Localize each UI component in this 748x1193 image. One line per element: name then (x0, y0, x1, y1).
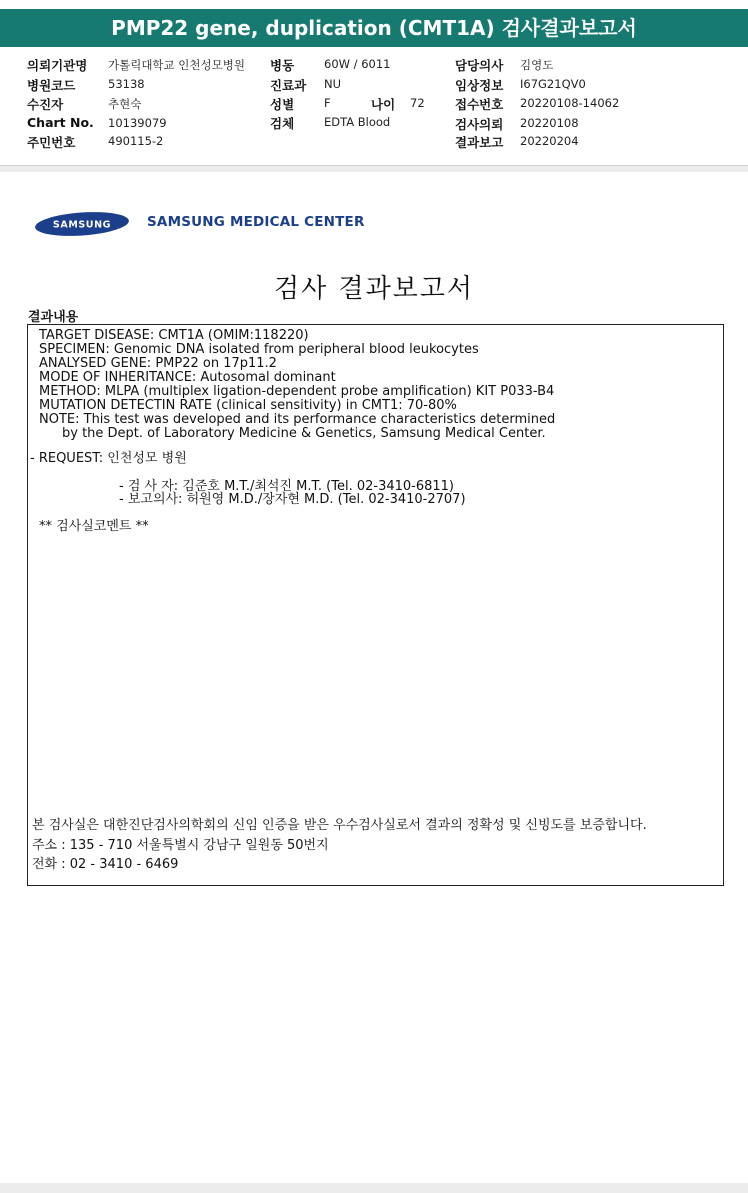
hospital-code-label: 병원코드 (27, 78, 76, 93)
address-line: 주소 : 135 - 710 서울특별시 강남구 일원동 50번지 (32, 838, 329, 853)
phone-line: 전화 : 02 - 3410 - 6469 (32, 857, 179, 872)
medical-center-name: SAMSUNG MEDICAL CENTER (147, 214, 365, 230)
requesting-institution-label: 의뢰기관명 (27, 58, 88, 73)
department-label: 진료과 (270, 78, 307, 93)
patient-info-header (0, 47, 748, 166)
age-label: 나이 (371, 97, 396, 112)
reporter-line: - 보고의사: 허원영 M.D./장자현 M.D. (Tel. 02-3410-2707) (119, 492, 466, 507)
age-value: 72 (410, 96, 425, 110)
accession-number-value: 20220108-14062 (520, 96, 620, 110)
result-line-target-disease: TARGET DISEASE: CMT1A (OMIM:118220) (39, 328, 309, 343)
examiner-line: - 검 사 자: 김준호 M.T./최석진 M.T. (Tel. 02-3410-6811) (119, 479, 454, 494)
ward-value: 60W / 6011 (324, 57, 391, 71)
chart-no-label: Chart No. (27, 115, 94, 130)
report-title: PMP22 gene, duplication (CMT1A) 검사결과보고서 (111, 16, 637, 40)
result-line-method: METHOD: MLPA (multiplex ligation-dependent probe amplification) KIT P033-B4 (39, 384, 555, 399)
lab-comment-heading: ** 검사실코멘트 ** (39, 519, 149, 534)
physician-value: 김영도 (520, 58, 554, 72)
results-box (27, 324, 724, 886)
specimen-label: 검체 (270, 116, 295, 131)
document-title: 검사 결과보고서 (273, 274, 475, 304)
specimen-value: EDTA Blood (324, 115, 391, 129)
request-date-label: 검사의뢰 (455, 117, 504, 132)
result-line-note: NOTE: This test was developed and its performance characteristics determined (39, 412, 556, 427)
result-line-note-continued: by the Dept. of Laboratory Medicine & Genetics, Samsung Medical Center. (62, 426, 546, 441)
accession-number-label: 접수번호 (455, 97, 504, 112)
certification-note: 본 검사실은 대한진단검사의학회의 신임 인증을 받은 우수검사실로서 결과의 정확성 및 신빙도를 보증합니다. (32, 818, 647, 833)
sex-label: 성별 (270, 97, 295, 112)
request-line: - REQUEST: 인천성모 병원 (30, 451, 187, 466)
patient-name-label: 수진자 (27, 97, 64, 112)
clinical-info-value: I67G21QV0 (520, 77, 586, 91)
header-divider (0, 166, 748, 172)
report-date-label: 결과보고 (455, 135, 504, 150)
clinical-info-label: 임상정보 (455, 78, 504, 93)
department-value: NU (324, 77, 342, 91)
results-section-label: 결과내용 (28, 310, 79, 325)
result-line-specimen: SPECIMEN: Genomic DNA isolated from peripheral blood leukocytes (39, 342, 479, 357)
result-line-inheritance: MODE OF INHERITANCE: Autosomal dominant (39, 370, 336, 385)
report-date-value: 20220204 (520, 134, 579, 148)
patient-name-value: 추현숙 (108, 97, 142, 111)
footer-strip (0, 1183, 748, 1193)
report-title-bar (0, 9, 748, 47)
result-line-analysed-gene: ANALYSED GENE: PMP22 on 17p11.2 (39, 356, 277, 371)
resident-number-label: 주민번호 (27, 135, 76, 150)
samsung-logo (34, 211, 130, 237)
chart-no-value: 10139079 (108, 116, 167, 130)
ward-label: 병동 (270, 58, 295, 73)
resident-number-value: 490115-2 (108, 134, 164, 148)
top-strip (0, 0, 748, 9)
request-date-value: 20220108 (520, 116, 579, 130)
samsung-logo-text: SAMSUNG (52, 219, 112, 231)
hospital-code-value: 53138 (108, 77, 145, 91)
result-line-detection-rate: MUTATION DETECTIN RATE (clinical sensitivity) in CMT1: 70-80% (39, 398, 457, 413)
sex-value: F (324, 96, 331, 110)
physician-label: 담당의사 (455, 58, 504, 73)
requesting-institution-value: 가톨릭대학교 인천성모병원 (108, 58, 245, 72)
